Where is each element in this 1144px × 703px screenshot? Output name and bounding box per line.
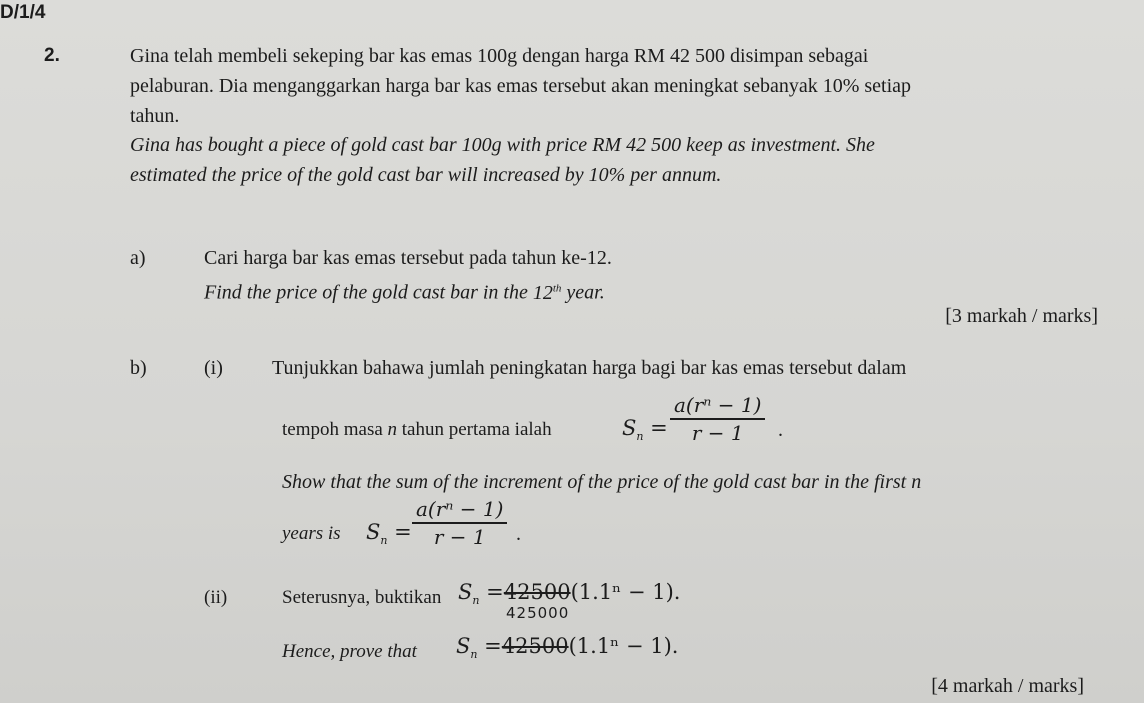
sum-subscript: n xyxy=(470,648,478,662)
equals-sign: = xyxy=(394,520,412,544)
sum-subscript: n xyxy=(472,594,480,608)
struck-constant: 42500 xyxy=(501,634,569,658)
part-a-english-suffix: year. xyxy=(566,281,605,304)
question-number: 2. xyxy=(44,45,60,66)
question-malay-line3: tahun. xyxy=(130,105,180,127)
fraction-numerator: a(rⁿ − 1) xyxy=(674,393,762,417)
ordinal-suffix: th xyxy=(552,282,562,294)
question-english-line1: Gina has bought a piece of gold cast bar 100g with price RM 42 500 keep as investment. She xyxy=(130,134,875,156)
malay-line2-prefix: tempoh masa xyxy=(282,419,383,440)
part-b-ii-english: Hence, prove that xyxy=(282,641,417,662)
sum-subscript: n xyxy=(380,534,388,548)
fraction-denominator: r − 1 xyxy=(433,524,486,549)
handwritten-correction: 425000 xyxy=(506,604,570,622)
sum-symbol: S xyxy=(458,580,473,604)
formula2-period: . xyxy=(516,523,521,545)
formula2-fraction xyxy=(412,496,507,550)
part-b-i-english-line1: Show that the sum of the increment of the price of the gold cast bar in the first n xyxy=(282,471,922,493)
variable-n: n xyxy=(387,419,398,440)
proof-tail: (1.1ⁿ − 1). xyxy=(568,634,679,658)
part-a-marks: [3 markah / marks] xyxy=(945,305,1098,327)
part-a-malay: Cari harga bar kas emas tersebut pada tahun ke-12. xyxy=(204,247,612,269)
fraction-numerator: a(rⁿ − 1) xyxy=(416,497,504,521)
part-b-i-malay-line1: Tunjukkan bahawa jumlah peningkatan harga bagi bar kas emas tersebut dalam xyxy=(272,357,907,379)
sum-subscript: n xyxy=(636,430,644,444)
part-a-ordinal xyxy=(533,282,562,304)
malay-line2-suffix: tahun pertama ialah xyxy=(401,419,552,440)
proof-tail: (1.1ⁿ − 1). xyxy=(570,580,681,604)
paper-code: D/1/4 xyxy=(0,2,46,23)
sum-symbol: S xyxy=(622,416,637,440)
formula1-lhs xyxy=(622,416,668,443)
part-b-ii-label: (ii) xyxy=(204,587,228,608)
part-a-english-prefix: Find the price of the gold cast bar in the xyxy=(204,281,528,304)
part-a-english xyxy=(204,276,605,305)
part-b-label: b) xyxy=(130,357,147,379)
formula1-fraction xyxy=(670,392,765,446)
sum-symbol: S xyxy=(366,520,381,544)
part-b-ii-malay: Seterusnya, buktikan xyxy=(282,587,442,608)
part-b-marks: [4 markah / marks] xyxy=(931,675,1084,697)
sum-symbol: S xyxy=(456,634,471,658)
part-b-i-english-line2: years is xyxy=(282,523,341,544)
question-english-line2: estimated the price of the gold cast bar will increased by 10% per annum. xyxy=(130,164,722,186)
part-a-label: a) xyxy=(130,247,146,269)
part-b-i-malay-line2 xyxy=(282,418,552,442)
fraction-denominator: r − 1 xyxy=(691,420,744,445)
question-malay-line1: Gina telah membeli sekeping bar kas emas 100g dengan harga RM 42 500 disimpan sebagai xyxy=(130,45,869,67)
part-b-i-label: (i) xyxy=(204,357,223,379)
question-malay-line2: pelaburan. Dia menganggarkan harga bar kas emas tersebut akan meningkat sebanyak 10% setiap xyxy=(130,75,912,97)
proof-formula-english xyxy=(456,634,678,661)
formula2-lhs xyxy=(366,520,412,547)
equals-sign: = xyxy=(486,580,504,604)
ordinal-number: 12 xyxy=(532,281,553,304)
equals-sign: = xyxy=(484,634,502,658)
formula1-period: . xyxy=(778,419,783,441)
struck-constant: 42500 xyxy=(503,580,571,604)
equals-sign: = xyxy=(650,416,668,440)
